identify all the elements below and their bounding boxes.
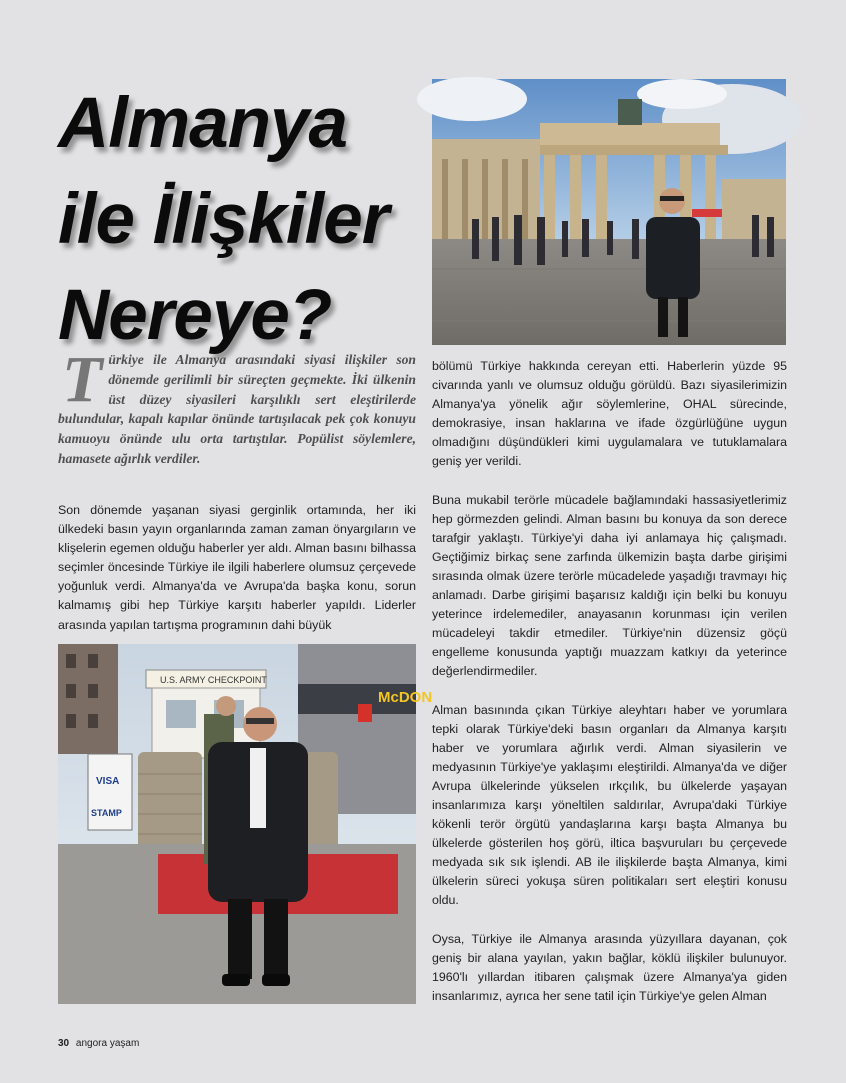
drop-cap: T — [62, 343, 103, 416]
checkpoint-sign: U.S. ARMY CHECKPOINT — [160, 675, 267, 685]
photo-checkpoint-charlie — [58, 644, 433, 1004]
body-paragraph: Buna mukabil terörle mücadele bağlamındaki hassasiyetlerimiz hep görmezden gelindi. Alman basını bu konuya da son derece tarafgir yaklaştı. Türkiye'yi daha iyi anlamaya hiç çalışmadı. Geçtiğimiz birkaç sene zarfında ülkemizin başta darbe girişimi sırasında olmak üzere terörle mücadelede yaşadığı travmayı hiç anlamadı. Darbe girişimi başarısız kaldığı için belki bu konuyu yeterince irdelemediler, anayasanın korunması için verilen mücadeleyi takdir etmediler. Türkiye'nin düzensiz göçü engelleme konusunda yaptığı muazzam katkıyı da yeterince değerlendirmediler. — [432, 492, 787, 679]
title-line-3: Nereye? — [58, 276, 332, 355]
stamp-sign: STAMP — [91, 808, 122, 818]
lead-paragraph — [58, 343, 416, 469]
mcdonalds-sign: McDON — [378, 689, 433, 706]
lead-text: ürkiye ile Almanya arasındaki siyasi ilişkiler son dönemde gerilimli bir süreçten geçmekte. İki ülkenin üst düzey siyasileri karşılıklı sert eleştirilerde bulundular, kapalı kapılar önünde tartışılacak pek çok konuyu kamuoyu önünde ulu orta tartıştılar. Popülist söylemlere, hamasete ağırlık verdiler. — [58, 352, 416, 466]
visa-sign: VISA — [96, 776, 120, 787]
body-paragraph: Oysa, Türkiye ile Almanya arasında yüzyıllara dayanan, çok geniş bir alana yayılan, yakın bağlar, köklü ilişkiler bulunuyor. 1960'lı yıllardan itibaren çalışmak üzere Almanya'ya giden insanlarımız, ayrıca her sene tatil için Türkiye'ye gelen Alman — [432, 931, 787, 1003]
body-paragraph: Son dönemde yaşanan siyasi gerginlik ortamında, her iki ülkedeki basın yayın organlarında zaman zaman önyargıların ve klişelerin egemen olduğu haberler yer aldı. Alman basını bilhassa seçimler öncesinde Türkiye ile ilgili haberlere olumsuz çerçevede yoğunluk verdi. Almanya'da ve Avrupa'da başka konu, sorun kalmamış gibi hep Türkiye karşıtı haberler yapıldı. Liderler arasında yapılan tartışma programının dahi büyük — [58, 503, 416, 632]
article-title — [58, 76, 428, 364]
body-paragraph: bölümü Türkiye hakkında cereyan etti. Haberlerin yüzde 95 civarında yanlı ve olumsuz olduğu görüldü. Bazı siyasilerimizin Almanya'ya yönelik ağır söylemlerine, OHAL sürecinde, demokrasiye, insan haklarına ve ifade özgürlüğüne uygun olmadığını düşündükleri kimi uygulamalara ve tutuklamalara geniş yer verildi. — [432, 359, 787, 469]
magazine-name: angora yaşam — [75, 1038, 140, 1049]
page-footer — [58, 1038, 139, 1049]
title-line-1: Almanya — [58, 84, 347, 163]
body-column-right — [432, 357, 787, 1025]
title-line-2: ile İlişkiler — [58, 180, 389, 259]
photo-brandenburg-gate — [432, 79, 786, 345]
page-number: 30 — [58, 1038, 70, 1049]
body-paragraph: Alman basınında çıkan Türkiye aleyhtarı haber ve yorumlara tepki olarak Türkiye'deki basın organları da Almanya karşıtı haber ve yorumlara ağırlık verdi. Alman siyasilerin ve medyasının Türkiye'ye yaklaşımı eleştirildi. Almanya'da ve diğer Avrupa ülkelerinde yükselen ırkçılık, bu ülkelerde yaşayan insanlarımıza karşı yöneltilen saldırılar, Avrupa'daki Türkiye kökenli terör örgütü yandaşlarına karşı başta Almanya bu ülkelerde gösterilen hoş görü, iltica başvuruları bu çerçevede medyada sık sık işlendi. AB ile ilişkilerde başta Almanya, kimi ülkelerin süreci yokuşa süren politikaları sert eleştiri konusu oldu. — [432, 702, 787, 908]
body-column-left — [58, 501, 416, 643]
